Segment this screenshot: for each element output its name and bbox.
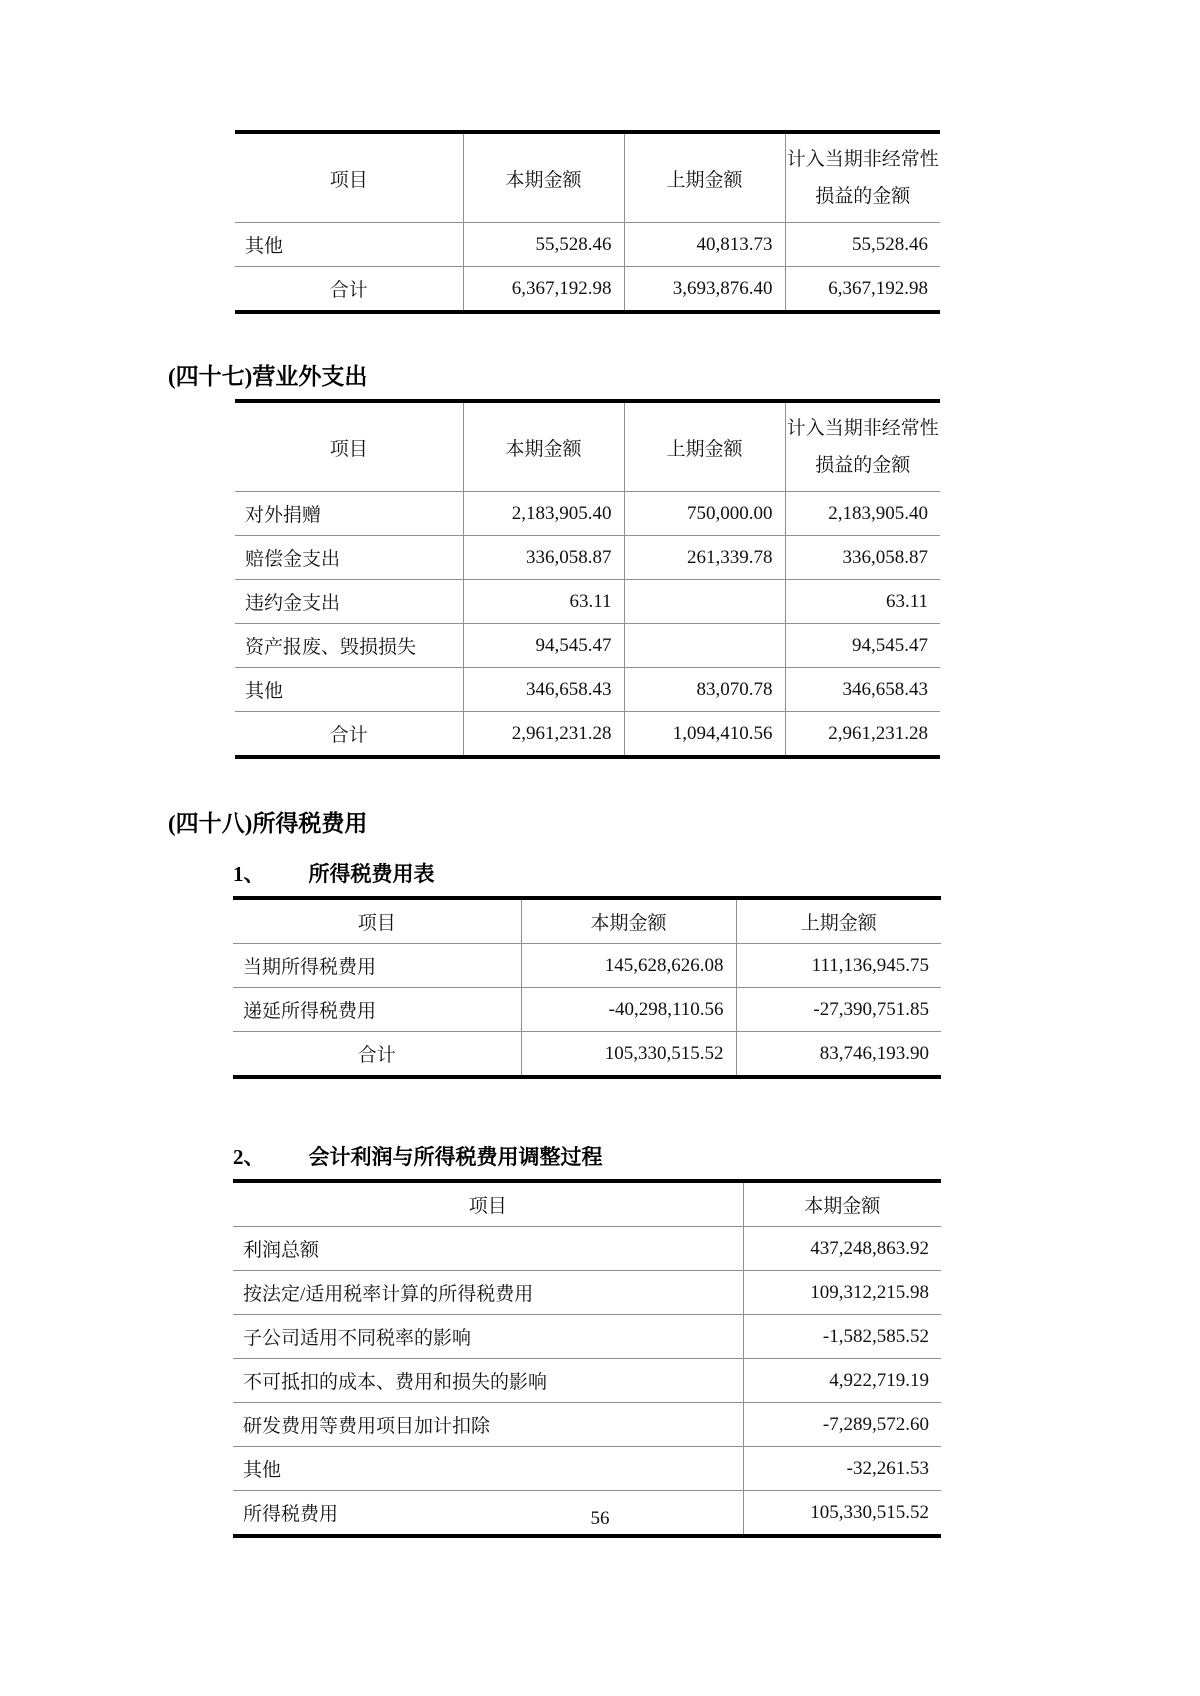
column-header-item: 项目	[233, 1181, 743, 1227]
table-row	[235, 536, 940, 580]
column-header-item: 项目	[235, 132, 463, 223]
current-amount-cell: 55,528.46	[463, 223, 624, 267]
prior-amount-cell: 1,094,410.56	[624, 712, 785, 758]
column-header-item: 项目	[233, 898, 521, 944]
current-amount-cell: 336,058.87	[463, 536, 624, 580]
current-amount-cell: 105,330,515.52	[521, 1032, 736, 1078]
table-row	[233, 1359, 941, 1403]
current-amount-cell: 6,367,192.98	[463, 267, 624, 313]
nonrecurring-amount-cell: 346,658.43	[785, 668, 940, 712]
nonoperating-income-table-continued	[235, 130, 1200, 314]
column-header-current: 本期金额	[521, 898, 736, 944]
item-cell: 资产报废、毁损损失	[235, 624, 463, 668]
table-row	[235, 223, 940, 267]
nonrecurring-amount-cell: 63.11	[785, 580, 940, 624]
tax-reconciliation-table	[233, 1179, 1200, 1538]
nonoperating-expense-table	[235, 399, 1200, 759]
item-cell: 违约金支出	[235, 580, 463, 624]
nonrecurring-amount-cell: 94,545.47	[785, 624, 940, 668]
table-header-row	[233, 1181, 941, 1227]
prior-amount-cell: -27,390,751.85	[736, 988, 941, 1032]
current-amount-cell: 437,248,863.92	[743, 1227, 941, 1271]
table-row	[233, 988, 941, 1032]
table-total-row	[235, 267, 940, 313]
current-amount-cell: 109,312,215.98	[743, 1271, 941, 1315]
table-header-row	[235, 132, 940, 223]
nonrecurring-amount-cell: 2,961,231.28	[785, 712, 940, 758]
item-cell: 递延所得税费用	[233, 988, 521, 1032]
section-heading-47: (四十七)营业外支出	[168, 364, 368, 389]
current-amount-cell: 63.11	[463, 580, 624, 624]
item-cell: 其他	[233, 1447, 743, 1491]
prior-amount-cell: 111,136,945.75	[736, 944, 941, 988]
table-header-row	[233, 898, 941, 944]
subsection-number: 2、	[233, 1145, 265, 1169]
prior-amount-cell	[624, 580, 785, 624]
subsection-title: 所得税费用表	[308, 862, 435, 886]
prior-amount-cell: 83,746,193.90	[736, 1032, 941, 1078]
column-header-current: 本期金额	[463, 401, 624, 492]
table-row	[233, 1227, 941, 1271]
table-header-row	[235, 401, 940, 492]
nonrecurring-amount-cell: 6,367,192.98	[785, 267, 940, 313]
current-amount-cell: 346,658.43	[463, 668, 624, 712]
table-row	[233, 1447, 941, 1491]
nonrecurring-amount-cell: 55,528.46	[785, 223, 940, 267]
income-tax-expense-table	[233, 896, 1200, 1079]
current-amount-cell: 2,183,905.40	[463, 492, 624, 536]
current-amount-cell: 2,961,231.28	[463, 712, 624, 758]
item-cell: 按法定/适用税率计算的所得税费用	[233, 1271, 743, 1315]
item-cell: 其他	[235, 223, 463, 267]
table-row	[233, 944, 941, 988]
table-row	[233, 1271, 941, 1315]
current-amount-cell: -40,298,110.56	[521, 988, 736, 1032]
prior-amount-cell: 261,339.78	[624, 536, 785, 580]
total-label-cell: 合计	[235, 712, 463, 758]
subsection-heading-1	[233, 858, 1200, 888]
section-heading-48: (四十八)所得税费用	[168, 811, 368, 836]
prior-amount-cell: 83,070.78	[624, 668, 785, 712]
column-header-nonrecurring: 计入当期非经常性 损益的金额	[785, 401, 940, 492]
item-cell: 当期所得税费用	[233, 944, 521, 988]
current-amount-cell: 105,330,515.52	[743, 1491, 941, 1537]
table-row	[235, 580, 940, 624]
subsection-number: 1、	[233, 862, 265, 886]
total-label-cell: 合计	[233, 1032, 521, 1078]
item-cell: 利润总额	[233, 1227, 743, 1271]
table-row	[235, 668, 940, 712]
item-cell: 所得税费用	[233, 1491, 743, 1537]
item-cell: 赔偿金支出	[235, 536, 463, 580]
table-row	[235, 624, 940, 668]
current-amount-cell: -32,261.53	[743, 1447, 941, 1491]
current-amount-cell: 94,545.47	[463, 624, 624, 668]
subsection-title: 会计利润与所得税费用调整过程	[308, 1145, 603, 1169]
item-cell: 子公司适用不同税率的影响	[233, 1315, 743, 1359]
page-number: 56	[590, 1508, 610, 1529]
table-total-row	[233, 1032, 941, 1078]
column-header-prior: 上期金额	[736, 898, 941, 944]
prior-amount-cell	[624, 624, 785, 668]
current-amount-cell: 145,628,626.08	[521, 944, 736, 988]
nonrecurring-amount-cell: 336,058.87	[785, 536, 940, 580]
current-amount-cell: -7,289,572.60	[743, 1403, 941, 1447]
item-cell: 对外捐赠	[235, 492, 463, 536]
column-header-prior: 上期金额	[624, 132, 785, 223]
column-header-current: 本期金额	[463, 132, 624, 223]
column-header-nonrecurring: 计入当期非经常性 损益的金额	[785, 132, 940, 223]
current-amount-cell: 4,922,719.19	[743, 1359, 941, 1403]
item-cell: 研发费用等费用项目加计扣除	[233, 1403, 743, 1447]
table-row	[233, 1403, 941, 1447]
current-amount-cell: -1,582,585.52	[743, 1315, 941, 1359]
column-header-prior: 上期金额	[624, 401, 785, 492]
prior-amount-cell: 40,813.73	[624, 223, 785, 267]
item-cell: 不可抵扣的成本、费用和损失的影响	[233, 1359, 743, 1403]
column-header-current: 本期金额	[743, 1181, 941, 1227]
prior-amount-cell: 750,000.00	[624, 492, 785, 536]
prior-amount-cell: 3,693,876.40	[624, 267, 785, 313]
subsection-heading-2	[233, 1141, 1200, 1171]
column-header-item: 项目	[235, 401, 463, 492]
table-row	[235, 492, 940, 536]
table-total-row	[235, 712, 940, 758]
nonrecurring-amount-cell: 2,183,905.40	[785, 492, 940, 536]
total-label-cell: 合计	[235, 267, 463, 313]
table-row	[233, 1315, 941, 1359]
item-cell: 其他	[235, 668, 463, 712]
